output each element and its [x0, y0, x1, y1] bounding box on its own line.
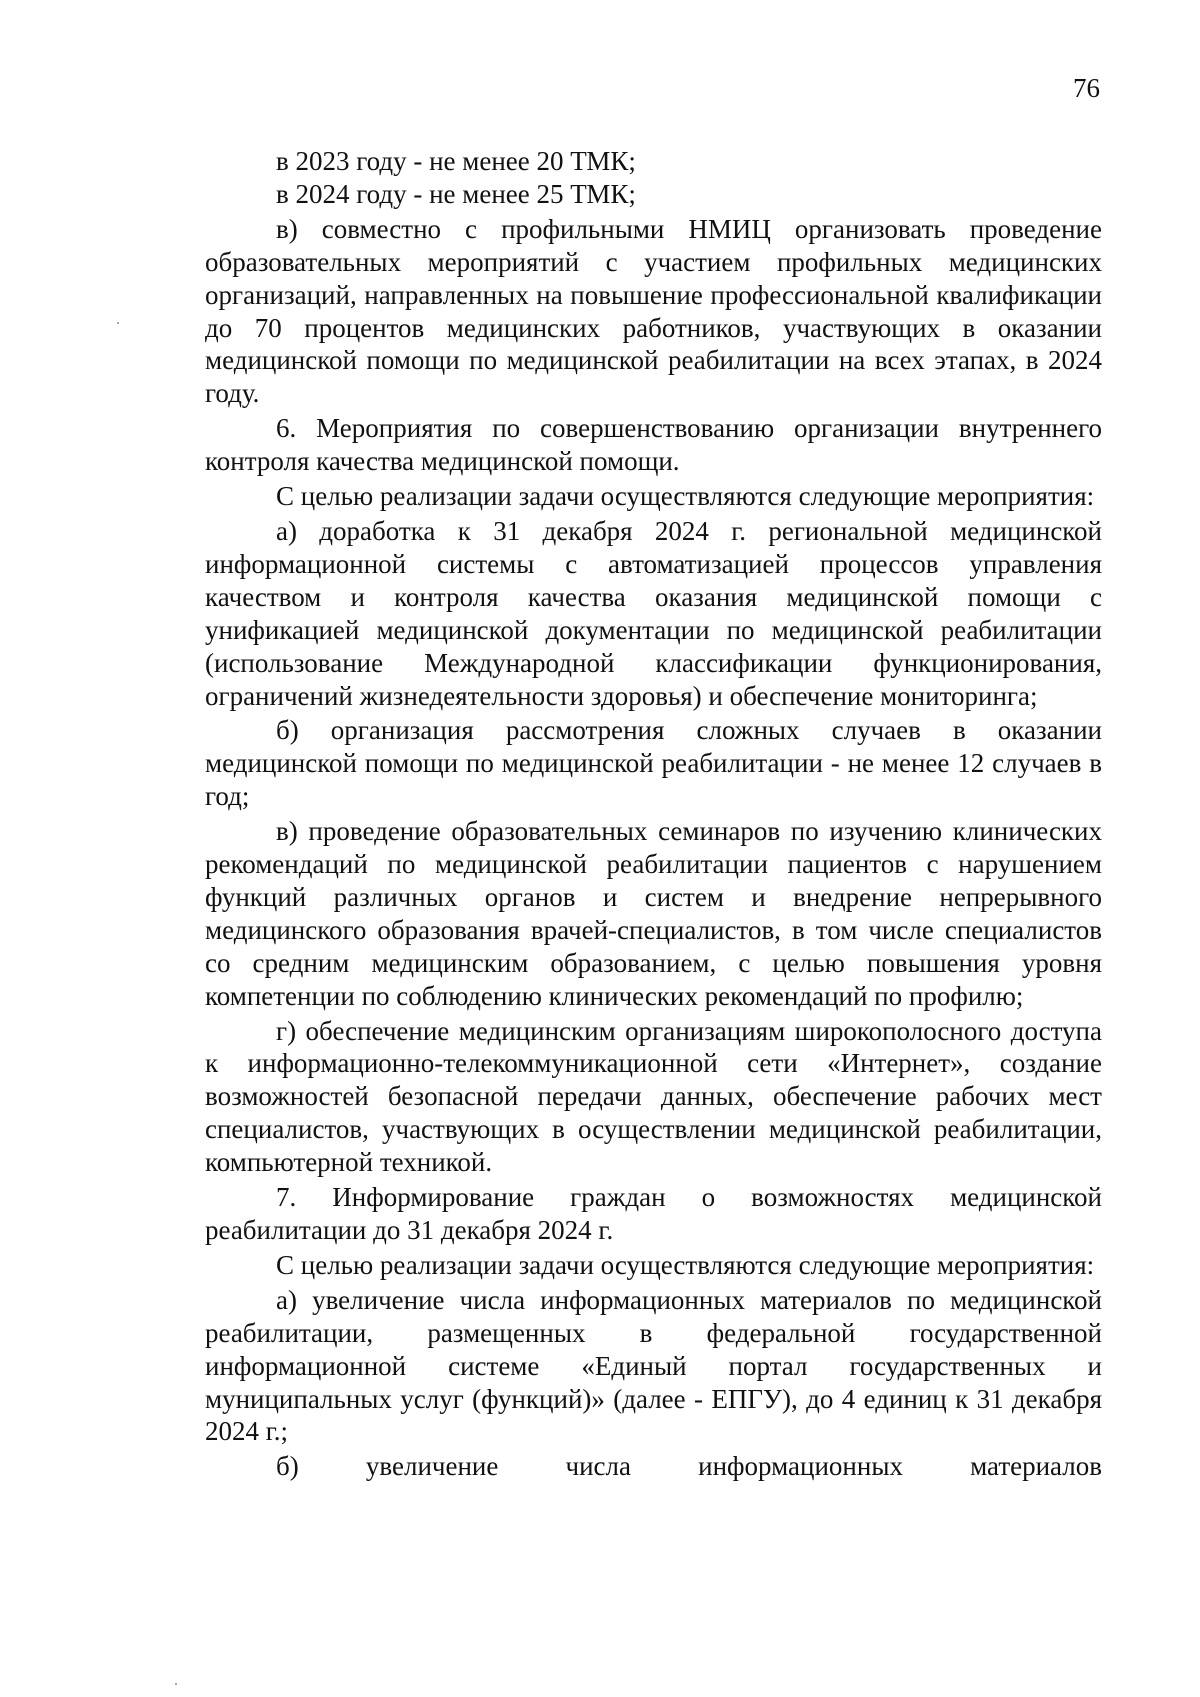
paragraph-section-6-heading: 6. Мероприятия по совершенствованию организации внутреннего контроля качества медицинской помощи. — [205, 413, 1102, 477]
paragraph-item-b-complex-cases: б) организация рассмотрения сложных случаев в оказании медицинской помощи по медицинской реабилитации - не менее 12 случаев в год; — [205, 715, 1102, 812]
page-number: 76 — [1073, 73, 1100, 103]
paragraph-section-7-heading: 7. Информирование граждан о возможностях медицинской реабилитации до 31 декабря 2024 г. — [205, 1182, 1102, 1245]
paragraph-item-a-epgu-materials: а) увеличение числа информационных материалов по медицинской реабилитации, размещенных в федеральной государственной информационной системе «Единый портал государственных и муниципальных услуг (функций)» (далее - ЕПГУ), до 4 единиц к 31 декабря 2024 г.; — [205, 1284, 1102, 1447]
paragraph-2024-tmk: в 2024 году - не менее 25 ТМК; — [276, 178, 636, 209]
paragraph-item-v-education: в) совместно с профильными НМИЦ организовать проведение образовательных мероприятий с участием профильных медицинских организаций, направленных на повышение профессиональной квалификации до 70 процентов медицинских работников, участвующих в оказании медицинской помощи по медицинской реабилитации на всех этапах, в 2024 году. — [205, 213, 1102, 409]
paragraph-section-6-intro: С целью реализации задачи осуществляются следующие мероприятия: — [276, 481, 1095, 512]
paragraph-item-v-seminars: в) проведение образовательных семинаров по изучению клинических рекомендаций по медицинской реабилитации пациентов с нарушением функций различных органов и систем и внедрение непрерывного медицинского образования врачей-специалистов, в том числе специалистов со средним медицинским образованием, с целью повышения уровня компетенции по соблюдению клинических рекомендаций по профилю; — [205, 816, 1102, 1011]
scan-speck — [117, 322, 119, 324]
paragraph-2023-tmk: в 2023 году - не менее 20 ТМК; — [276, 146, 636, 176]
paragraph-section-7-intro: С целью реализации задачи осуществляются следующие мероприятия: — [276, 1249, 1095, 1280]
document-body — [205, 145, 1102, 1483]
paragraph-item-a-information-system: а) доработка к 31 декабря 2024 г. региональной медицинской информационной системы с автоматизацией процессов управления качеством и контроля качества оказания медицинской помощи с унификацией медицинской документации по медицинской реабилитации (использование Международной классификации функционирования, ограничений жизнедеятельности здоровья) и обеспечение мониторинга; — [205, 515, 1102, 711]
paragraph-item-b-materials-continued: б) увеличение числа информационных материалов — [276, 1451, 1102, 1482]
paragraph-item-g-internet-access: г) обеспечение медицинским организациям широкополосного доступа к информационно-телекоммуникационной сети «Интернет», создание возможностей безопасной передачи данных, обеспечение рабочих мест специалистов, участвующих в осуществлении медицинской реабилитации, компьютерной техникой. — [205, 1015, 1102, 1178]
scan-speck — [175, 1683, 177, 1685]
